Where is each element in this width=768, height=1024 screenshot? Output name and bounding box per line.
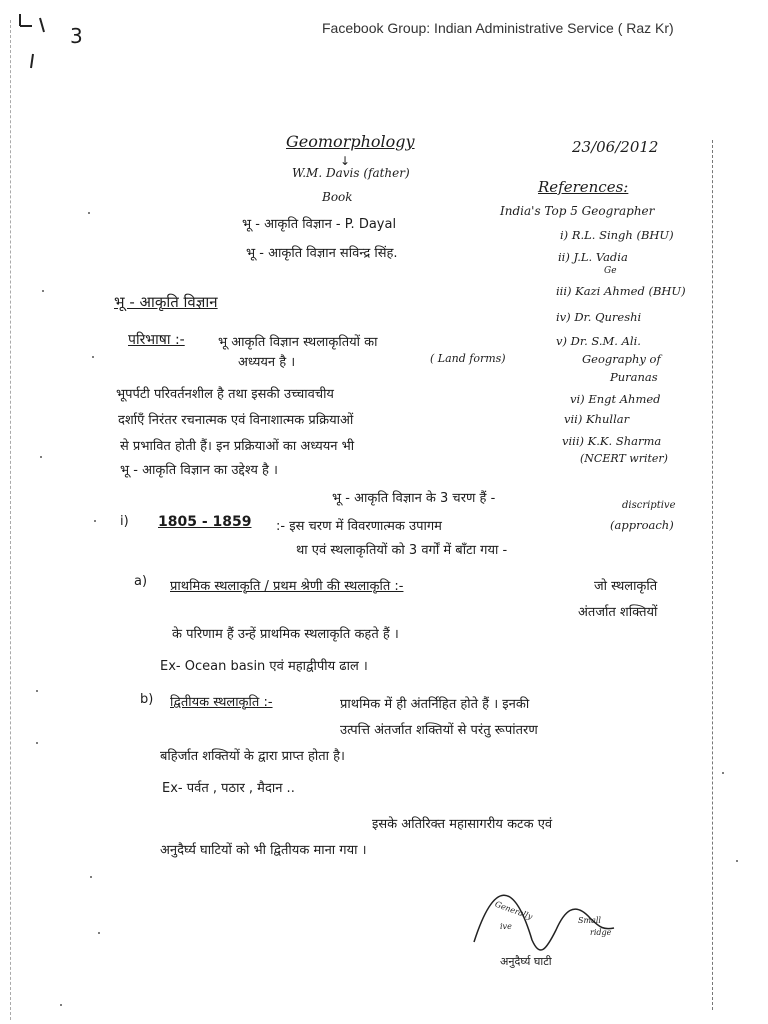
margin-page-number: 3 [70,24,83,48]
scan-speck [94,520,96,522]
scan-speck [722,772,724,774]
reference-item: iv) Dr. Qureshi [556,310,642,324]
sketch-label: Small [578,916,601,925]
reference-item: Ge [604,266,617,276]
scan-speck [42,290,44,292]
item-label: b) [140,692,154,707]
approach-note: (approach) [610,518,674,532]
reference-item: vii) Khullar [564,412,630,426]
reference-item: Geography of [582,352,661,366]
paragraph-line: से प्रभावित होती हैं। इन प्रक्रियाओं का अध्ययन भी [120,439,355,454]
paragraph-line: भूपर्पटी परिवर्तनशील है तथा इसकी उच्चावचीय [116,387,334,402]
references-subheading: India's Top 5 Geographer [500,204,655,218]
date: 23/06/2012 [572,138,659,156]
reference-item: iii) Kazi Ahmed (BHU) [556,284,686,298]
example-line: Ex- Ocean basin एवं महाद्वीपीय ढाल । [160,659,368,674]
section-heading: भू - आकृति विज्ञान [114,293,218,311]
definition-text: भू आकृति विज्ञान स्थलाकृतियों का [218,335,378,350]
extra-line: अनुदैर्घ्य घाटियों को भी द्वितीयक माना गया । [160,843,367,858]
scan-speck [98,932,100,934]
reference-item: (NCERT writer) [580,452,668,465]
references-heading: References: [538,178,629,196]
scan-speck [736,860,738,862]
paragraph-line: दर्शाएँ निरंतर रचनात्मक एवं विनाशात्मक प्रक्रियाओं [118,413,354,428]
reference-item: i) R.L. Singh (BHU) [560,228,674,242]
item-text: जो स्थलाकृति [594,579,658,594]
definition-label: परिभाषा :- [128,332,185,348]
right-margin-rule [712,140,714,1010]
page-title: Geomorphology [286,132,415,151]
paragraph-line: भू - आकृति विज्ञान का उद्देश्य है । [120,463,278,478]
sketch-label: Generally [493,899,534,922]
scan-speck [36,742,38,744]
book-entry-1: भू - आकृति विज्ञान - P. Dayal [242,217,397,232]
scan-speck [92,356,94,358]
title-arrow: ↓ [340,154,351,168]
item-text: बहिर्जात शक्तियों के द्वारा प्राप्त होता है। [160,749,345,764]
stage-text: था एवं स्थलाकृतियों को 3 वर्गों में बाँटा गया - [296,543,508,558]
header-caption: Facebook Group: Indian Administrative Service ( Raz Kr) [322,20,674,36]
scan-speck [90,876,92,878]
primary-landform-heading: प्राथमिक स्थलाकृति / प्रथम श्रेणी की स्थलाकृति :- [170,579,404,594]
reference-item: ii) J.L. Vadia [558,250,628,264]
secondary-landform-heading: द्वितीयक स्थलाकृति :- [170,695,273,710]
reference-item: Puranas [610,370,658,384]
example-line: Ex- पर्वत , पठार , मैदान .. [162,781,295,796]
stages-heading: भू - आकृति विज्ञान के 3 चरण हैं - [332,491,496,506]
sketch-caption: अनुदैर्घ्य घाटी [500,955,552,968]
stage-years: 1805 - 1859 [158,514,252,530]
reference-item: vi) Engt Ahmed [570,392,661,406]
scan-speck [36,690,38,692]
valley-sketch [464,870,634,960]
sketch-label: ridge [590,928,612,937]
item-label: a) [134,574,148,589]
reference-item: viii) K.K. Sharma [562,434,662,448]
left-margin-rule [10,20,12,1020]
extra-line: इसके अतिरिक्त महासागरीय कटक एवं [372,817,553,832]
scan-speck [60,1004,62,1006]
corner-mark-icon [14,10,54,50]
reference-item: v) Dr. S.M. Ali. [556,334,641,348]
definition-text: अध्ययन है । [238,355,296,370]
landforms-note: ( Land forms) [430,352,506,365]
stage-text: :- इस चरण में विवरणात्मक उपागम [276,519,442,534]
scan-speck [88,212,90,214]
descriptive-note: discriptive [622,500,676,511]
item-text: के परिणाम हैं उन्हें प्राथमिक स्थलाकृति कहते हैं । [172,627,399,642]
book-label: Book [322,190,353,204]
item-text: अंतर्जात शक्तियों [578,605,658,620]
stage-label: i) [120,514,129,529]
book-entry-2: भू - आकृति विज्ञान सविन्द्र सिंह. [246,246,398,261]
scan-speck [40,456,42,458]
margin-tick-icon [28,52,38,72]
davis-line: W.M. Davis (father) [292,166,410,180]
sketch-label: ive [500,922,512,931]
item-text: प्राथमिक में ही अंतर्निहित होते हैं । इनकी [340,697,530,712]
item-text: उत्पत्ति अंतर्जात शक्तियों से परंतु रूपांतरण [340,723,538,738]
